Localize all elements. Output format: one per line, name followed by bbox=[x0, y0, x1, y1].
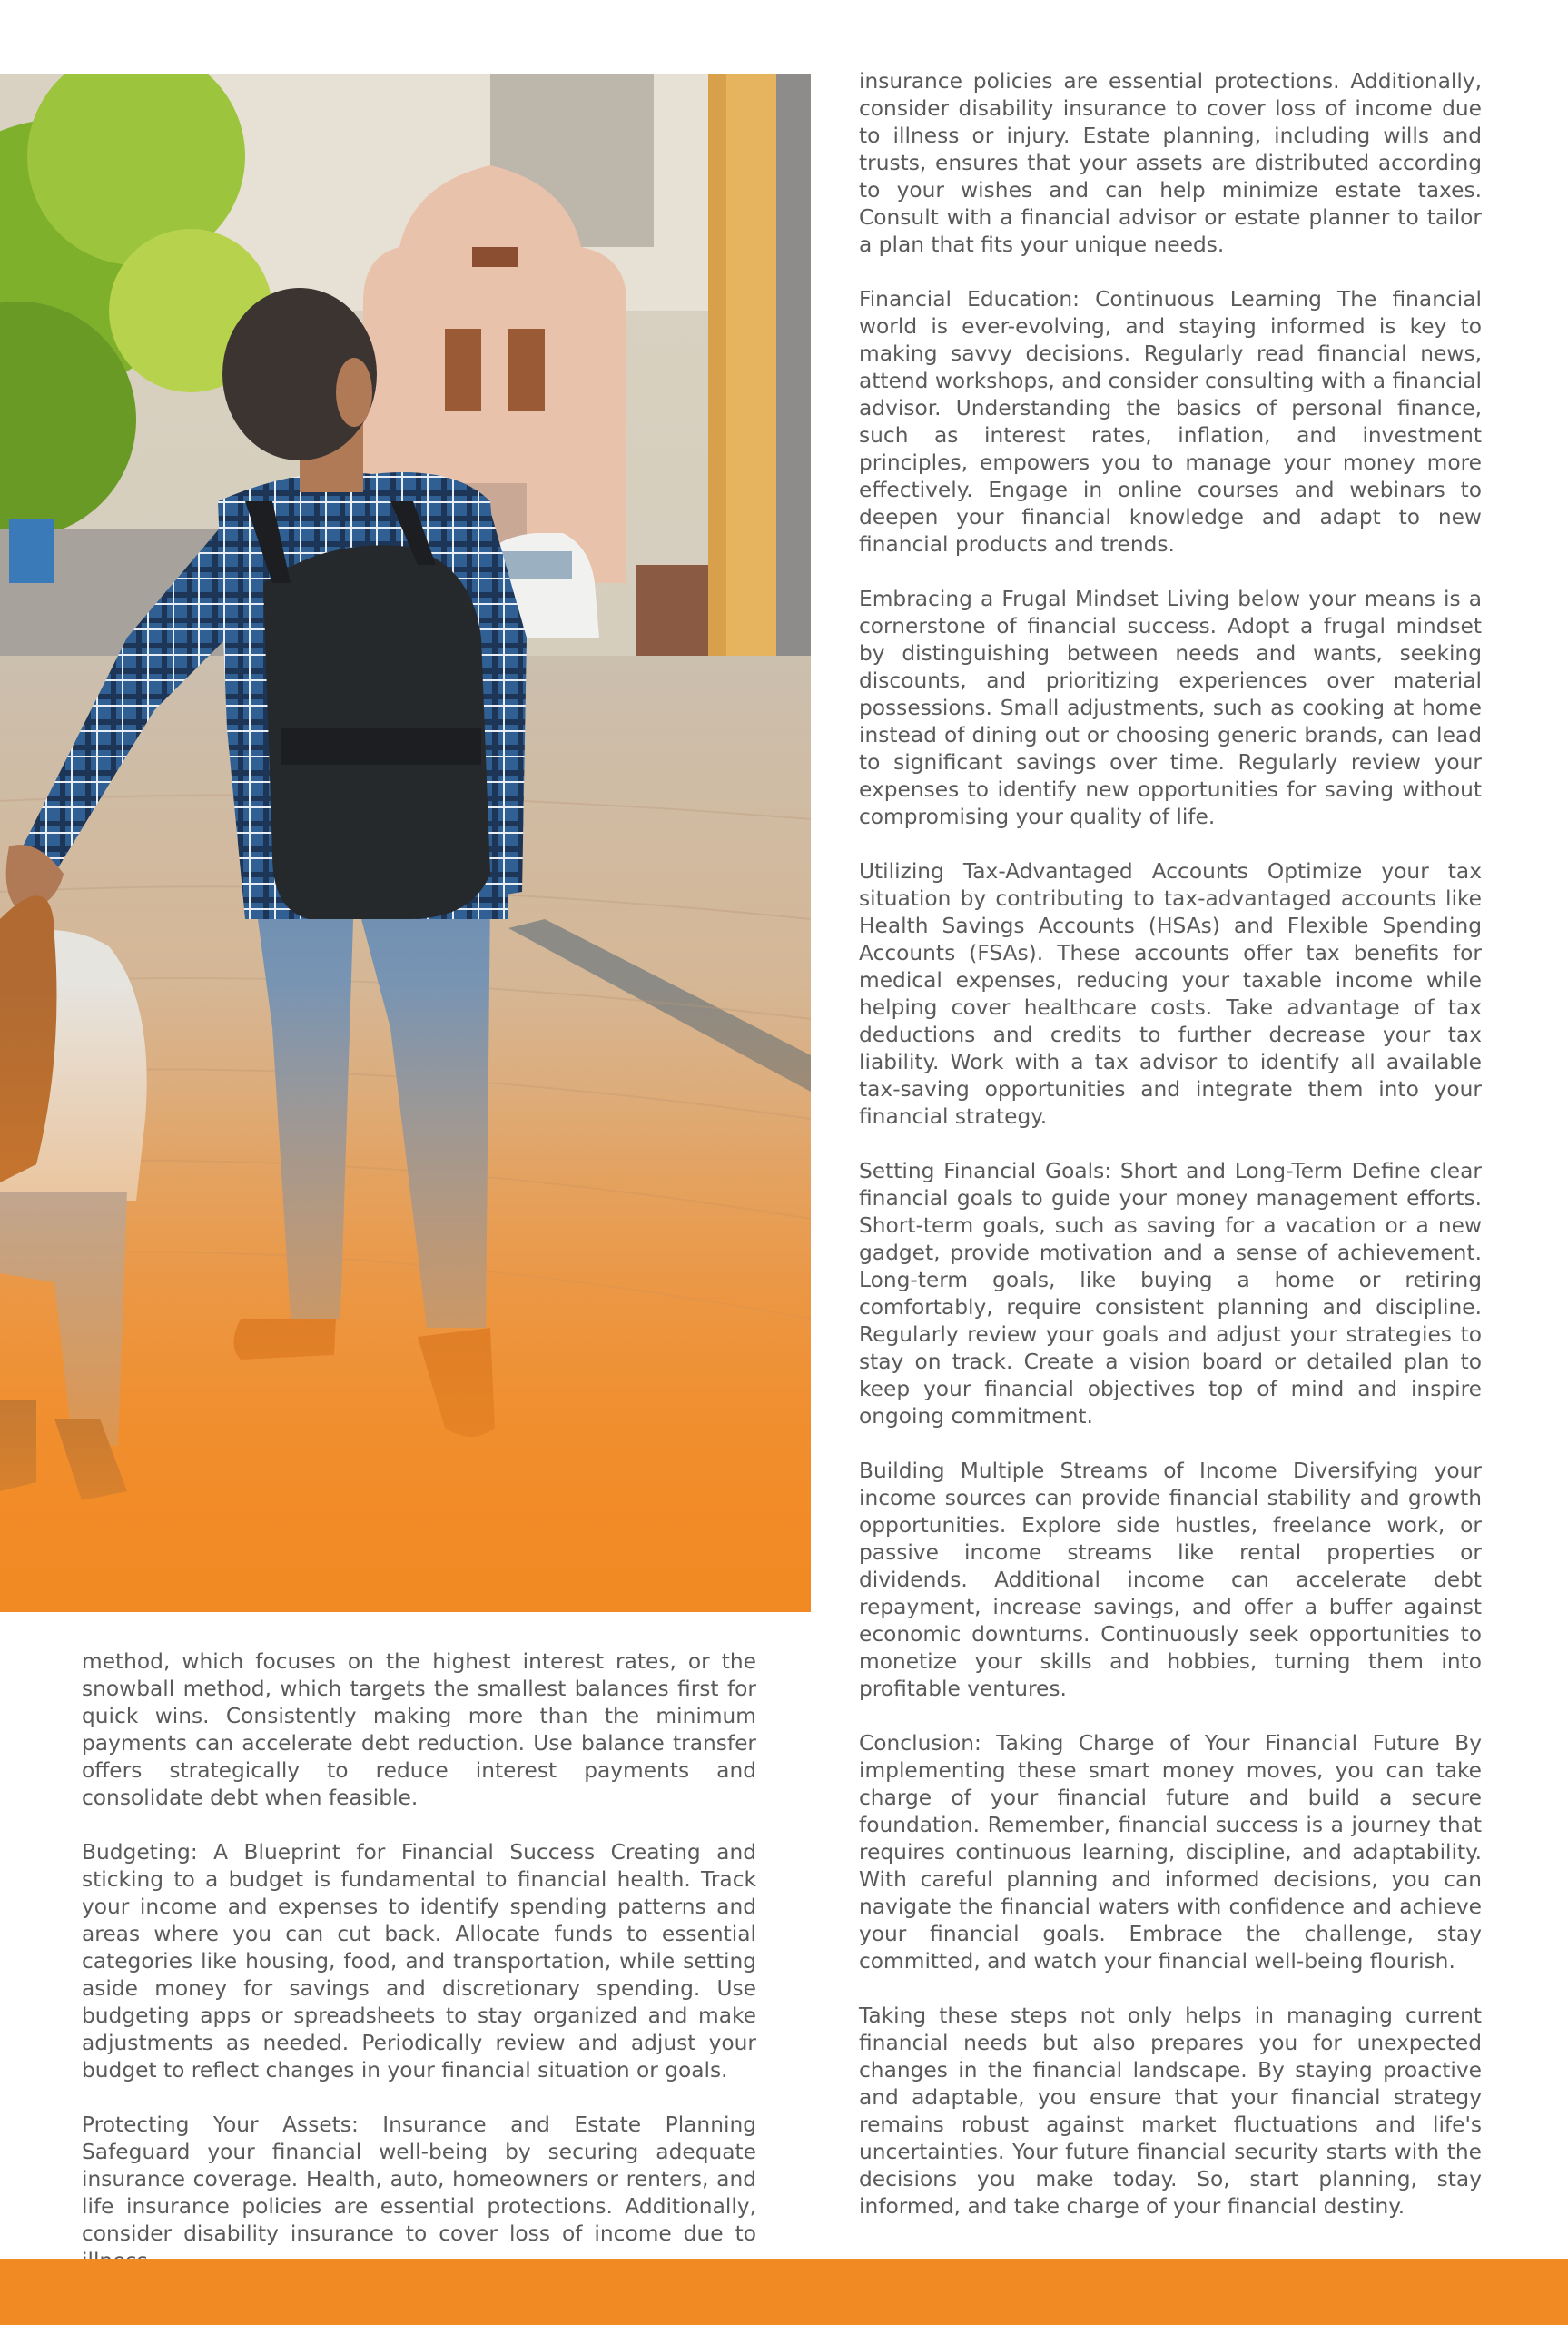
right-text-column bbox=[859, 68, 1482, 2221]
hero-photo bbox=[0, 74, 811, 1612]
left-text-column bbox=[82, 1648, 756, 2275]
paragraph-closing: Taking these steps not only helps in managing current financial needs but also prepares you for unexpected changes in the financial landscape. By staying proactive and adaptable, you ensure that your financial strategy remains robust against market fluctuations and life's uncertainties. Your future financial security starts with the decisions you make today. So, start planning, stay informed, and take charge of your financial destiny. bbox=[859, 2003, 1482, 2219]
footer-accent-bar bbox=[0, 2259, 1568, 2325]
paragraph-financial-education: Financial Education: Continuous Learning The financial world is ever-evolving, and staying informed is key to making savvy decisions. Regularly read financial news, attend workshops, and consider consulting with a financial advisor. Understanding the basics of personal finance, such as interest rates, inflation, and investment principles, empowers you to manage your money more effectively. Engage in online courses and webinars to deepen your financial knowledge and adapt to new financial products and trends. bbox=[859, 287, 1482, 557]
father-daughter-street-illustration bbox=[0, 74, 811, 1612]
paragraph-insurance-continued: insurance policies are essential protections. Additionally, consider disability insurance to cover loss of income due to illness or injury. Estate planning, including wills and trusts, ensures that your assets are distributed according to your wishes and can help minimize estate taxes. Consult with a financial advisor or estate planner to tailor a plan that fits your unique needs. bbox=[859, 69, 1482, 257]
paragraph-multiple-income: Building Multiple Streams of Income Diversifying your income sources can provide financial stability and growth opportunities. Explore side hustles, freelance work, or passive income streams like rental properties or dividends. Additional income can accelerate debt repayment, increase savings, and offer a buffer against economic downturns. Continuously seek opportunities to monetize your skills and hobbies, turning them into profitable ventures. bbox=[859, 1459, 1482, 1701]
paragraph-debt-methods: method, which focuses on the highest interest rates, or the snowball method, which targets the smallest balances first for quick wins. Consistently making more than the minimum payments can accelerate debt reduction. Use balance transfer offers strategically to reduce interest payments and consolidate debt when feasible. bbox=[82, 1649, 756, 1810]
paragraph-frugal-mindset: Embracing a Frugal Mindset Living below your means is a cornerstone of financial success. Adopt a frugal mindset by distinguishing between needs and wants, seeking discounts, and prioritizing experiences over material possessions. Small adjustments, such as cooking at home instead of dining out or choosing generic brands, can lead to significant savings over time. Regularly review your expenses to identify new opportunities for saving without compromising your quality of life. bbox=[859, 587, 1482, 829]
paragraph-protecting-assets: Protecting Your Assets: Insurance and Estate Planning Safeguard your financial well-being by securing adequate insurance coverage. Health, auto, homeowners or renters, and life insurance policies are essential protections. Additionally, consider disability insurance to cover loss of income due to bbox=[82, 2112, 756, 2246]
paragraph-conclusion: Conclusion: Taking Charge of Your Financial Future By implementing these smart money moves, you can take charge of your financial future and build a secure foundation. Remember, financial success is a journey that requires continuous learning, discipline, and adaptability. With careful planning and informed decisions, you can navigate the financial waters with confidence and achieve your financial goals. Embrace the challenge, stay committed, and watch your financial well-being flourish. bbox=[859, 1731, 1482, 1974]
paragraph-budgeting: Budgeting: A Blueprint for Financial Success Creating and sticking to a budget is fundamental to financial health. Track your income and expenses to identify spending patterns and areas where you can cut back. Allocate funds to essential categories like housing, food, and transportation, while setting aside money for savings and discretionary spending. Use budgeting apps or spreadsheets to stay organized and make adjustments as needed. Periodically review and adjust your budget to reflect changes in your financial situation or goals. bbox=[82, 1840, 756, 2083]
paragraph-financial-goals: Setting Financial Goals: Short and Long-Term Define clear financial goals to guide your money management efforts. Short-term goals, such as saving for a vacation or a new gadget, provide motivation and a sense of achievement. Long-term goals, like buying a home or retiring comfortably, require consistent planning and discipline. Regularly review your goals and adjust your strategies to stay on track. Create a vision board or detailed plan to keep your financial objectives top of mind and inspire ongoing commitment. bbox=[859, 1159, 1482, 1429]
paragraph-tax-advantaged: Utilizing Tax-Advantaged Accounts Optimize your tax situation by contributing to tax-advantaged accounts like Health Savings Accounts (HSAs) and Flexible Spending Accounts (FSAs). These accounts offer tax benefits for medical expenses, reducing your taxable income while helping cover healthcare costs. Take advantage of tax deductions and credits to further decrease your tax liability. Work with a tax advisor to identify all available tax-saving opportunities and integrate them into your financial strategy. bbox=[859, 859, 1482, 1129]
